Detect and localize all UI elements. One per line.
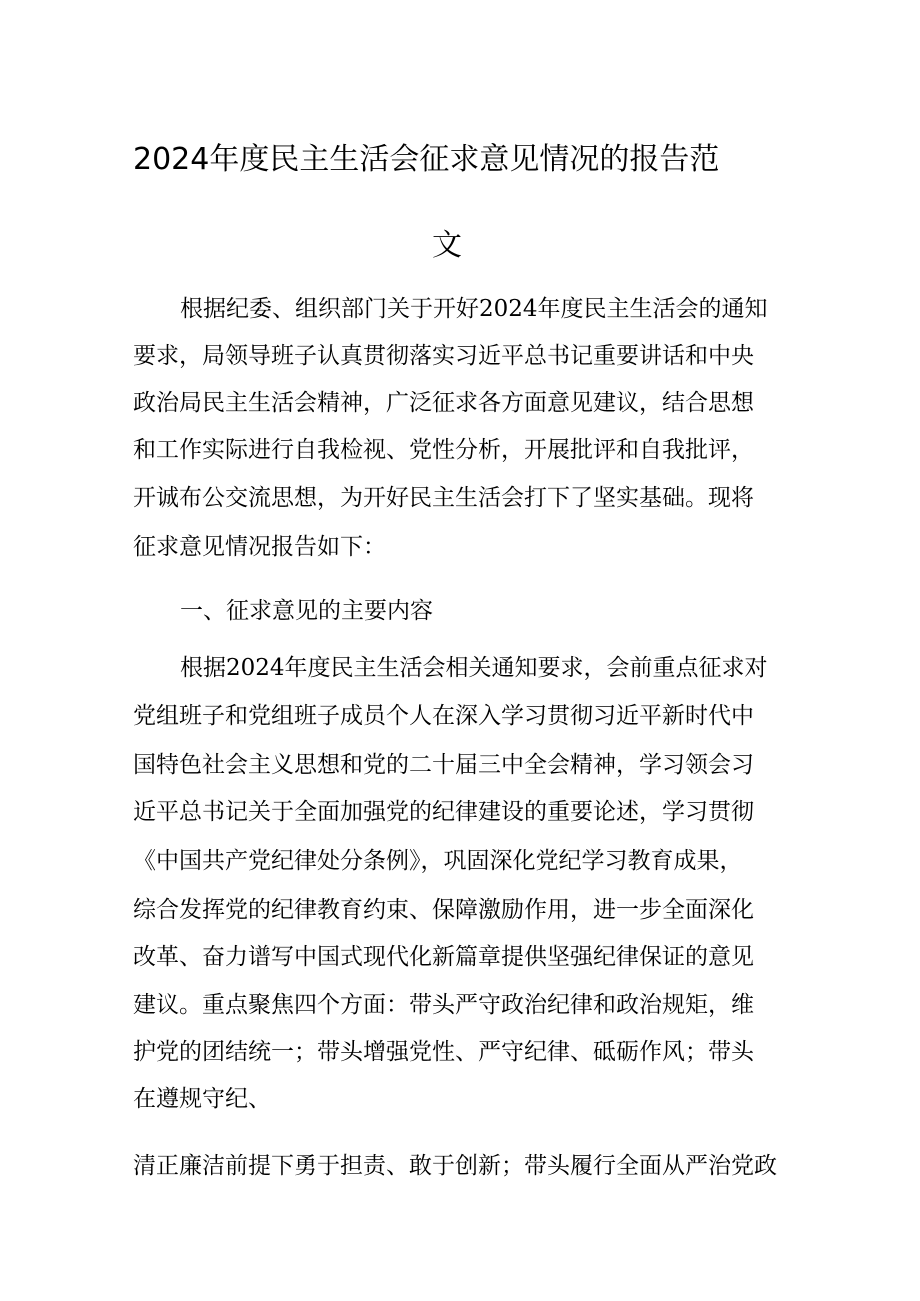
intro-line: 政治局民主生活会精神，广泛征求各方面意见建议，结合思想 xyxy=(133,390,754,416)
section-line: 近平总书记关于全面加强党的纪律建设的重要论述，学习贯彻 xyxy=(133,799,754,825)
intro-line: 根据纪委、组织部门关于开好2024年度民主生活会的通知 xyxy=(180,296,768,322)
continuation-line: 清正廉洁前提下勇于担责、敢于创新；带头履行全面从严治党政 xyxy=(133,1153,777,1179)
section-line: 护党的团结统一；带头增强党性、严守纪律、砥砺作风；带头 xyxy=(133,1039,754,1065)
section-line: 改革、奋力谱写中国式现代化新篇章提供坚强纪律保证的意见 xyxy=(133,944,754,970)
section-line: 国特色社会主义思想和党的二十届三中全会精神，学习领会习 xyxy=(133,752,754,778)
section-line: 综合发挥党的纪律教育约束、保障激励作用，进一步全面深化 xyxy=(133,897,754,923)
intro-line: 和工作实际进行自我检视、党性分析，开展批评和自我批评， xyxy=(133,437,754,463)
intro-line: 征求意见情况报告如下： xyxy=(133,534,386,560)
section-line: 根据2024年度民主生活会相关通知要求，会前重点征求对 xyxy=(180,655,768,681)
section-line: 建议。重点聚焦四个方面：带头严守政治纪律和政治规矩，维 xyxy=(133,992,754,1018)
section-heading: 一、征求意见的主要内容 xyxy=(180,598,433,624)
section-line: 《中国共产党纪律处分条例》，巩固深化党纪学习教育成果， xyxy=(133,848,743,874)
intro-line: 要求，局领导班子认真贯彻落实习近平总书记重要讲话和中央 xyxy=(133,343,754,369)
section-line: 在遵规守纪、 xyxy=(133,1086,271,1112)
document-title-line-2: 文 xyxy=(432,228,462,263)
document-title-line-1: 2024年度民主生活会征求意见情况的报告范 xyxy=(133,142,720,177)
intro-line: 开诚布公交流思想，为开好民主生活会打下了坚实基础。现将 xyxy=(133,485,754,511)
section-line: 党组班子和党组班子成员个人在深入学习贯彻习近平新时代中 xyxy=(133,703,754,729)
